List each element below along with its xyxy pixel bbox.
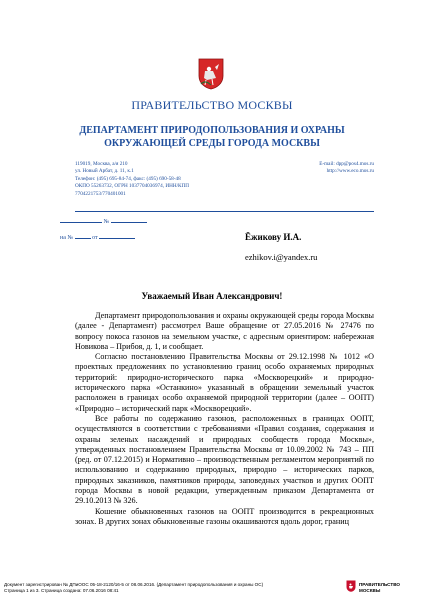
- registration-footer: [4, 582, 344, 594]
- footer-page-line: Страница 1 из 3. Страница создана: 07.06.2016 08:41: [4, 588, 119, 593]
- moscow-logo-icon: [346, 580, 356, 592]
- from-label: от: [92, 235, 98, 241]
- address-line: ОКПО 55263732, ОГРН 1037704036974, ИНН/КПП: [75, 183, 189, 190]
- footer-brand-line2: МОСКВЫ: [359, 588, 381, 593]
- department-title-line2: ОКРУЖАЮЩЕЙ СРЕДЫ ГОРОДА МОСКВЫ: [104, 138, 320, 149]
- address-block: [75, 161, 189, 198]
- header-divider: [75, 211, 374, 212]
- paragraph: Департамент природопользования и охраны окружающей среды города Москвы (далее - Департамент) рассмотрел Ваше обращение от 27.05.2016 № 27476 по вопросу покоса газонов на земельном участке, с адресным ориентиром: набережная Новикова – Прибоя, д. 1, и сообщает.: [75, 311, 374, 351]
- address-line: 7704221753/770401001: [75, 190, 126, 197]
- department-title-line1: ДЕПАРТАМЕНТ ПРИРОДОПОЛЬЗОВАНИЯ И ОХРАНЫ: [79, 125, 345, 136]
- reply-to-line: [60, 235, 135, 241]
- footer-brand-line1: ПРАВИТЕЛЬСТВО: [359, 582, 400, 587]
- paragraph: Согласно постановлению Правительства Москвы от 29.12.1998 № 1012 «О проектных предложениях по установлению границ особо охраняемых природных территорий: природно-исторического парка «Москворецкий» и природно-исторического парка «Останкино» указанный в обращении земельный участок расположен в границах особо охраняемой природной территории (далее – ООПТ) «Природно – исторический парк «Москворецкий».: [75, 352, 374, 413]
- recipient-name: Ёжикову И.А.: [245, 232, 302, 242]
- address-line: 119019, Москва, а/я 210: [75, 161, 128, 167]
- reply-to-label: на №: [60, 235, 74, 241]
- paragraph: Все работы по содержанию газонов, расположенных в границах ООПТ, осуществляются в соответствии с требованиями «Правил создания, содержания и охраны зеленых насаждений и природных сообществ города Москвы», утвержденных постановлением Правительства Москвы от 10.09.2002 № 743 – ПП (ред. от 07.12.2015) и Нормативно – производственным регламентом мероприятий по использованию и содержанию природных, природно – исторических парков, природных заказников, памятников природы, заповедных участков и других ООПТ города Москвы в новой редакции, утвержденным приказом Департамента от 29.10.2013 № 326.: [75, 413, 374, 506]
- registration-number-line: [60, 219, 147, 225]
- contact-block: [319, 161, 374, 176]
- address-line: Телефон: (495) 695-84-74, факс: (495) 690-58-48: [75, 175, 181, 182]
- footer-registration-line: Документ зарегистрирован № ДПиООС 05-18-2120/16-5 от 08.06.2016. (Департамент природопользования и охраны ОС): [4, 582, 264, 587]
- footer-brand: [359, 582, 400, 594]
- letter-body: [75, 311, 374, 527]
- salutation: Уважаемый Иван Александрович!: [141, 291, 283, 301]
- moscow-coat-of-arms-icon: [198, 58, 224, 90]
- recipient-email: ezhikov.i@yandex.ru: [245, 252, 318, 262]
- address-line: ул. Новый Арбат, д. 11, к.1: [75, 168, 134, 175]
- government-title: ПРАВИТЕЛЬСТВО МОСКВЫ: [131, 98, 293, 112]
- number-label: №: [103, 219, 110, 225]
- department-title: [60, 124, 364, 150]
- website-link[interactable]: http://www.eco.mos.ru: [326, 168, 374, 175]
- paragraph: Кошение обыкновенных газонов на ООПТ производится в рекреационных зонах. В других зонах обыкновенные газоны окашиваются вдоль дорог, границ: [75, 506, 374, 526]
- email-link[interactable]: E-mail: dpp@pos4.mos.ru: [319, 161, 374, 167]
